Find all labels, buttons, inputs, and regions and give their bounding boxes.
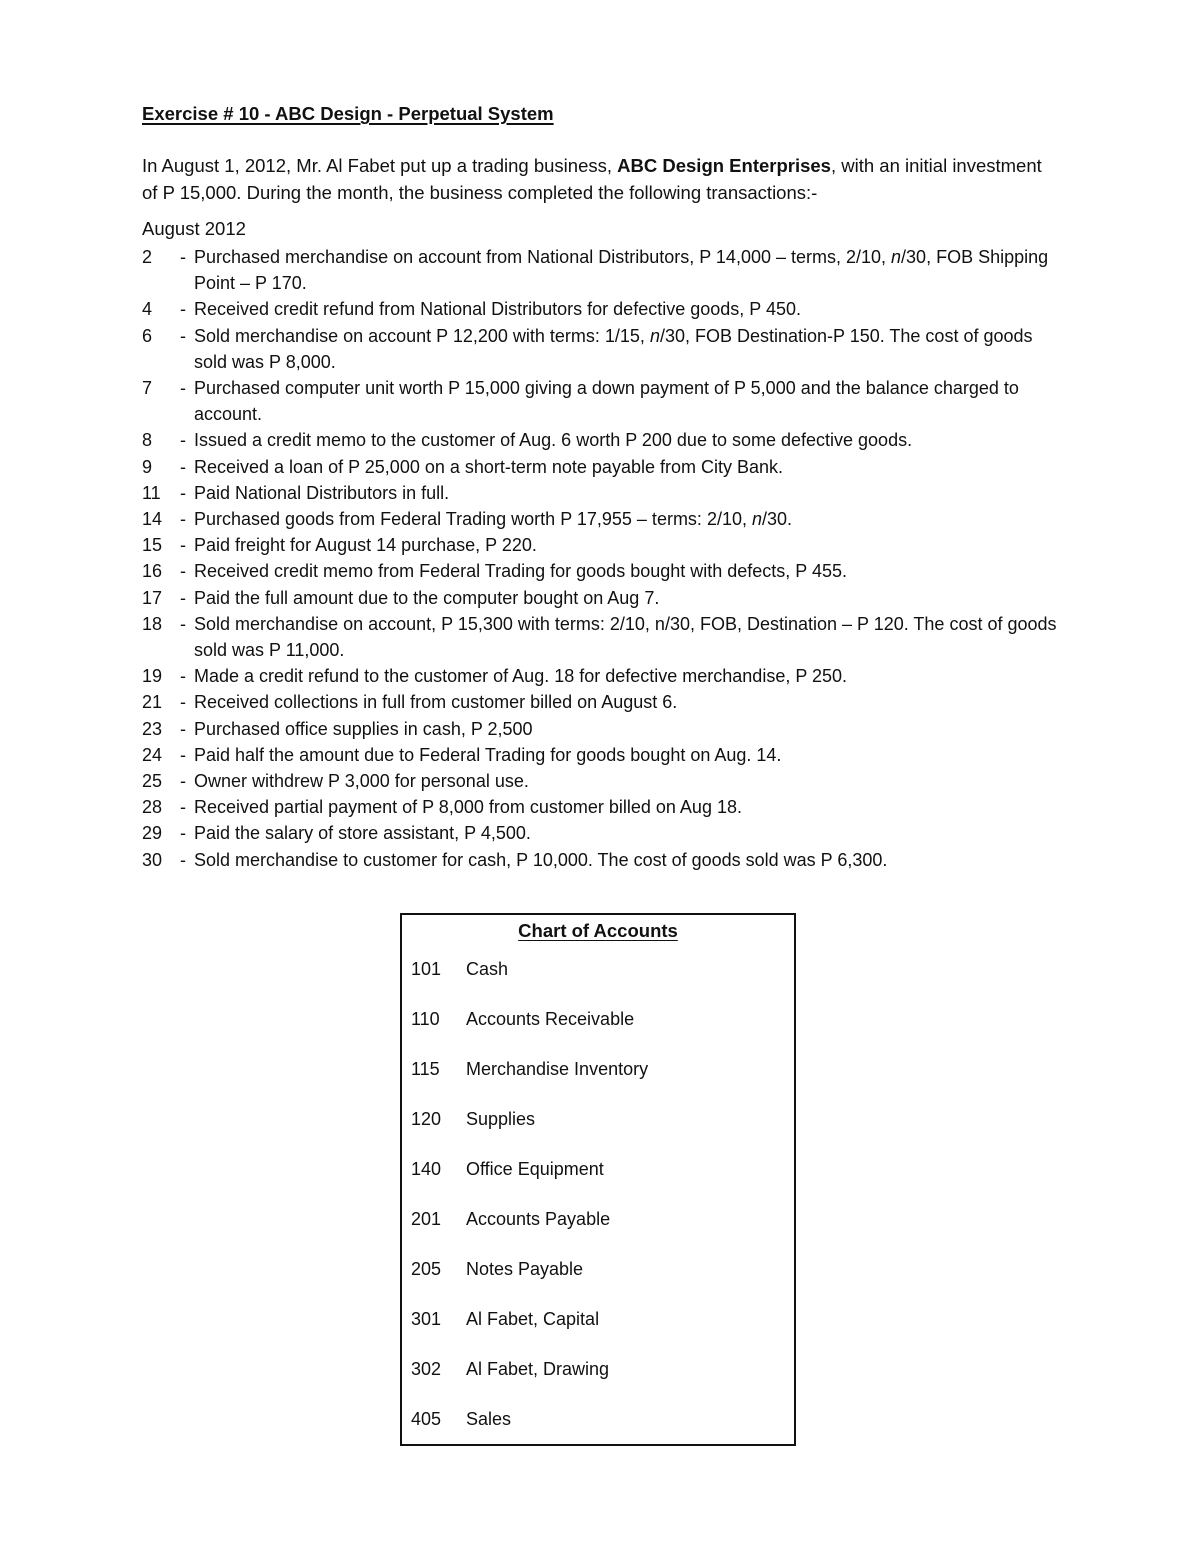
transaction-text-italic: n — [891, 247, 902, 267]
transaction-day: 8 — [142, 430, 153, 451]
transaction-day: 17 — [142, 587, 163, 608]
account-name: Notes Payable — [466, 1259, 584, 1279]
transaction-day: 29 — [142, 823, 163, 844]
transaction-text — [194, 323, 1062, 375]
transaction-day: 16 — [142, 561, 163, 582]
transaction-day: 11 — [142, 482, 161, 503]
transaction-text — [194, 558, 1062, 584]
transaction-item — [142, 663, 1062, 689]
transaction-text — [194, 480, 1062, 506]
transaction-day: 21 — [142, 692, 163, 713]
transaction-item — [142, 375, 1062, 427]
transaction-text-segment: Received collections in full from customer billed on August 6. — [194, 692, 678, 713]
transaction-text-segment: Purchased computer unit worth P 15,000 giving a down payment of P 5,000 and the balance charged to account. — [194, 378, 1019, 425]
transaction-item — [142, 454, 1062, 480]
account-number: 301 — [411, 1309, 442, 1329]
transaction-text — [194, 296, 1062, 322]
transaction-day: 19 — [142, 666, 163, 687]
account-number: 302 — [411, 1359, 442, 1379]
chart-of-accounts-title — [402, 920, 794, 942]
transaction-text-segment: Purchased merchandise on account from National Distributors, P 14,000 – terms, 2/10, — [194, 247, 892, 267]
transaction-text — [194, 689, 1062, 715]
transaction-item — [142, 847, 1062, 873]
transaction-text — [194, 663, 1062, 689]
transaction-text — [194, 768, 1062, 794]
transaction-dash: - — [180, 744, 186, 765]
transaction-item — [142, 427, 1062, 453]
account-number: 115 — [411, 1059, 440, 1079]
transaction-day: 7 — [142, 378, 153, 399]
account-name: Supplies — [466, 1109, 536, 1129]
transaction-item — [142, 794, 1062, 820]
transaction-text — [194, 742, 1062, 768]
transaction-item — [142, 689, 1062, 715]
transaction-text-segment: Paid the full amount due to the computer bought on Aug 7. — [194, 587, 660, 608]
transaction-text-segment: Made a credit refund to the customer of Aug. 18 for defective merchandise, P 250. — [194, 666, 848, 687]
transaction-dash: - — [180, 325, 186, 346]
transaction-item — [142, 506, 1062, 532]
intro-text-start: In August 1, 2012, Mr. Al Fabet put up a trading business, — [142, 155, 618, 176]
transaction-item — [142, 296, 1062, 322]
transaction-item — [142, 716, 1062, 742]
transaction-item — [142, 244, 1062, 296]
transaction-text-segment: /30, FOB Destination-P 150. The cost of goods sold was P 8,000. — [194, 325, 1033, 372]
transaction-text-segment: Paid freight for August 14 purchase, P 220. — [194, 535, 537, 556]
account-name: Sales — [466, 1409, 512, 1429]
account-number: 120 — [411, 1109, 442, 1129]
transaction-dash: - — [180, 692, 186, 713]
transaction-text-segment: Received credit memo from Federal Trading for goods bought with defects, P 455. — [194, 561, 848, 582]
transaction-dash: - — [180, 299, 186, 320]
transaction-dash: - — [180, 535, 186, 556]
account-name: Al Fabet, Capital — [466, 1309, 600, 1329]
transaction-text — [194, 716, 1062, 742]
account-name: Cash — [466, 959, 509, 979]
account-row — [411, 1107, 781, 1157]
account-name: Office Equipment — [466, 1159, 604, 1179]
transaction-dash: - — [180, 718, 186, 739]
transaction-text-segment: /30. — [762, 509, 793, 530]
account-name: Accounts Payable — [466, 1209, 611, 1229]
transaction-text-segment: Received a loan of P 25,000 on a short-term note payable from City Bank. — [194, 456, 783, 477]
transaction-text-italic: n — [649, 325, 660, 346]
transaction-item — [142, 323, 1062, 375]
transaction-dash: - — [180, 561, 186, 582]
transaction-day: 25 — [142, 771, 163, 792]
account-row — [411, 1357, 781, 1407]
intro-text-end: , with an initial investment of P 15,000. During the month, the business completed the following transactions:- — [142, 155, 1042, 203]
transaction-item — [142, 768, 1062, 794]
transaction-day: 4 — [142, 299, 153, 320]
transaction-dash: - — [180, 613, 186, 634]
transaction-dash: - — [180, 797, 186, 818]
transaction-day: 2 — [142, 247, 153, 267]
transaction-item — [142, 585, 1062, 611]
transaction-dash: - — [180, 771, 186, 792]
transaction-text-segment: Paid the salary of store assistant, P 4,500. — [194, 823, 531, 844]
transaction-dash: - — [180, 456, 186, 477]
account-row — [411, 1057, 781, 1107]
transaction-day: 18 — [142, 613, 163, 634]
transaction-text-segment: Sold merchandise on account, P 15,300 with terms: 2/10, n/30, FOB, Destination – P 120. The cost of goods sold was P 11,000. — [194, 613, 1057, 661]
chart-of-accounts-title-text: Chart of Accounts — [518, 920, 678, 941]
transaction-text — [194, 611, 1062, 663]
transaction-text-segment: Paid National Distributors in full. — [194, 482, 450, 503]
business-name: ABC Design Enterprises — [617, 155, 831, 176]
account-row — [411, 1407, 781, 1457]
transaction-dash: - — [180, 482, 186, 503]
chart-of-accounts-box — [400, 913, 796, 1446]
account-row — [411, 1307, 781, 1357]
account-number: 405 — [411, 1409, 442, 1429]
transaction-day: 23 — [142, 718, 163, 739]
transaction-text-segment: Issued a credit memo to the customer of Aug. 6 worth P 200 due to some defective goods. — [194, 430, 913, 451]
transaction-text-segment: /30, FOB Shipping Point – P 170. — [194, 247, 1049, 294]
intro-paragraph — [142, 152, 1052, 206]
transaction-text — [194, 532, 1062, 558]
transaction-day: 9 — [142, 456, 153, 477]
transaction-text — [194, 506, 1062, 532]
transaction-dash: - — [180, 509, 186, 530]
account-number: 101 — [411, 959, 442, 979]
transaction-text-segment: Purchased goods from Federal Trading worth P 17,955 – terms: 2/10, — [194, 509, 752, 530]
transaction-item — [142, 480, 1062, 506]
transaction-day: 24 — [142, 744, 163, 765]
transaction-dash: - — [180, 849, 186, 870]
transaction-item — [142, 742, 1062, 768]
transaction-text — [194, 454, 1062, 480]
transaction-text-segment: Sold merchandise on account P 12,200 with terms: 1/15, — [194, 325, 650, 346]
transaction-dash: - — [180, 823, 186, 844]
transaction-item — [142, 532, 1062, 558]
account-name: Al Fabet, Drawing — [466, 1359, 610, 1379]
transaction-text — [194, 585, 1062, 611]
transaction-text — [194, 375, 1062, 427]
transaction-dash: - — [180, 666, 186, 687]
transaction-day: 15 — [142, 535, 163, 556]
account-number: 205 — [411, 1259, 442, 1279]
account-number: 201 — [411, 1209, 442, 1229]
transaction-text — [194, 820, 1062, 846]
account-number: 140 — [411, 1159, 442, 1179]
exercise-title: Exercise # 10 - ABC Design - Perpetual System — [142, 103, 554, 124]
transaction-item — [142, 611, 1062, 663]
transaction-dash: - — [180, 430, 186, 451]
account-name: Merchandise Inventory — [466, 1059, 649, 1079]
transaction-item — [142, 820, 1062, 846]
transaction-text-segment: Owner withdrew P 3,000 for personal use. — [194, 771, 529, 792]
transaction-day: 6 — [142, 325, 153, 346]
transaction-text-segment: Received credit refund from National Distributors for defective goods, P 450. — [194, 299, 801, 320]
account-row — [411, 1257, 781, 1307]
transaction-day: 30 — [142, 849, 163, 870]
transaction-text-segment: Received partial payment of P 8,000 from customer billed on Aug 18. — [194, 797, 742, 818]
transaction-text-segment: Paid half the amount due to Federal Trading for goods bought on Aug. 14. — [194, 744, 782, 765]
transaction-text — [194, 847, 1062, 873]
transaction-dash: - — [180, 247, 186, 267]
transaction-dash: - — [180, 587, 186, 608]
account-number: 110 — [411, 1009, 440, 1029]
transaction-list — [142, 244, 1062, 873]
transaction-text-italic: n — [751, 509, 762, 530]
transaction-item — [142, 558, 1062, 584]
account-list — [411, 957, 781, 1457]
month-label: August 2012 — [142, 218, 246, 239]
account-row — [411, 1007, 781, 1057]
transaction-text — [194, 794, 1062, 820]
account-row — [411, 957, 781, 1007]
account-row — [411, 1207, 781, 1257]
account-name: Accounts Receivable — [466, 1009, 635, 1029]
transaction-text — [194, 427, 1062, 453]
transaction-text — [194, 244, 1062, 296]
transaction-text-segment: Sold merchandise to customer for cash, P 10,000. The cost of goods sold was P 6,300. — [194, 849, 888, 870]
transaction-day: 28 — [142, 797, 163, 818]
account-row — [411, 1157, 781, 1207]
transaction-dash: - — [180, 378, 186, 399]
transaction-day: 14 — [142, 509, 163, 530]
transaction-text-segment: Purchased office supplies in cash, P 2,500 — [194, 718, 533, 739]
